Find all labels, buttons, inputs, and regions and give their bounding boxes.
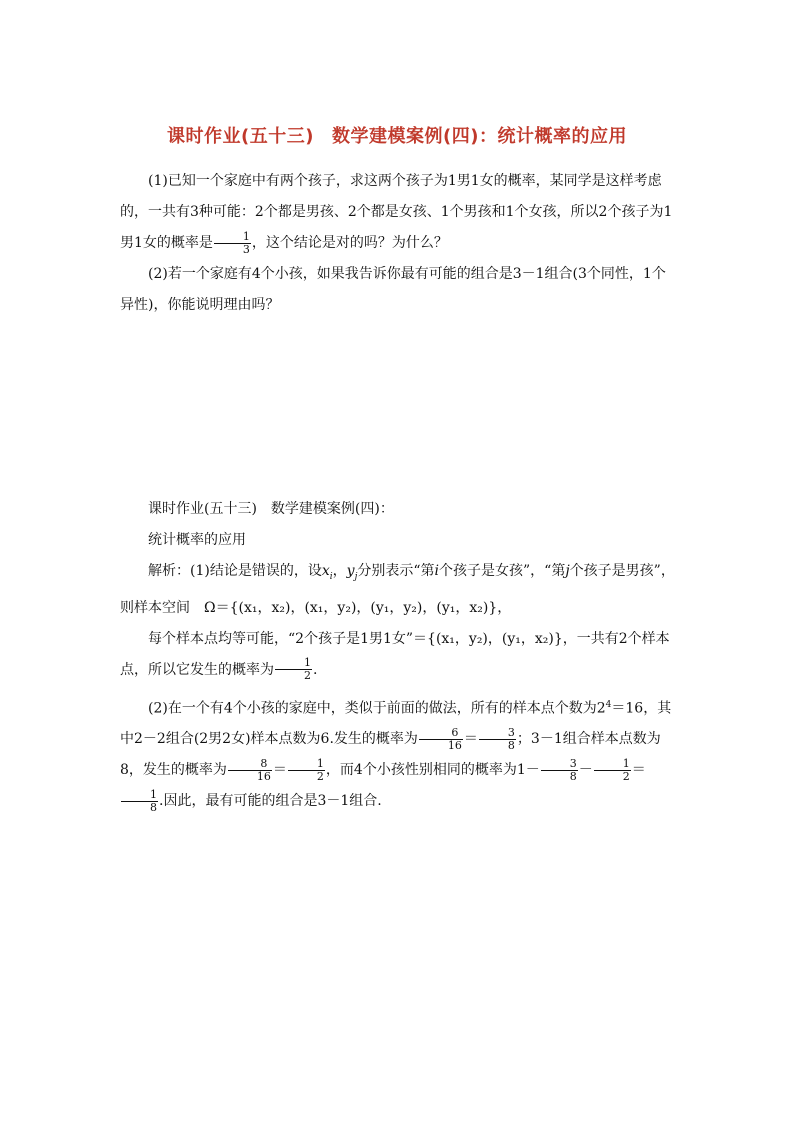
question-1: (1)已知一个家庭中有两个孩子，求这两个孩子为1男1女的概率，某同学是这样考虑的，一共有3种可能：2个都是男孩、2个都是女孩、1个男孩和1个女孩，所以2个孩子为1男1女的概率是 $\frac{1}{3}$ ，这个结论是对的吗？为什么？ [120, 173, 673, 256]
fraction-1-8: $\frac{1}{8}$ [121, 789, 158, 814]
fraction-3-8: $\frac{3}{8}$ [479, 727, 516, 752]
fraction-one-half: $\frac{1}{2}$ [275, 657, 312, 682]
answer-part1-continued: 每个样本点均等可能，“2个孩子是1男1女”＝{(x₁，y₂)，(y₁，x₂)}，一共有2个样本点，所以它发生的概率为 $\frac{1}{2}$ . [120, 630, 670, 683]
fraction-one-third: $\frac{1}{3}$ [214, 231, 251, 256]
answer-header-line1: 课时作业(五十三) 数学建模案例(四)： [148, 501, 394, 517]
answer-part1: 解析：(1)结论是错误的，设$x_i$，$y_j$分别表示“第i个孩子是女孩”，“第j个孩子是男孩”，则样本空间 Ω＝{(x₁，x₂)，(x₁，y₂)，(y₁，y₂)，(y₁，x₂)}， [120, 563, 675, 616]
fraction-6-16: $\frac{6}{16}$ [419, 727, 463, 752]
fraction-8-16: $\frac{8}{16}$ [228, 758, 272, 783]
question-2: (2)若一个家庭有4个小孩，如果我告诉你最有可能的组合是3－1组合(3个同性，1个异性)，你能说明理由吗？ [120, 266, 666, 313]
fraction-1-2b: $\frac{1}{2}$ [594, 758, 631, 783]
answer-block [120, 494, 676, 817]
title-part2: 数学建模案例(四)：统计概率的应用 [332, 126, 627, 147]
question-block [120, 166, 676, 321]
fraction-3-8b: $\frac{3}{8}$ [541, 758, 578, 783]
title-part1: 课时作业(五十三) [167, 126, 314, 147]
page-title [0, 122, 794, 148]
fraction-1-2: $\frac{1}{2}$ [288, 758, 325, 783]
answer-part2: (2)在一个有4个小孩的家庭中，类似于前面的做法，所有的样本点个数为$2^4=16$，其中2－2组合(2男2女)样本点数为6.发生的概率为 $\frac{6}{16}$ ＝ $\frac{3}{8}$ ；3－1组合样本点数为8，发生的概率为 $\frac{8}{16}$ ＝ $\frac{1}{2}$ ，而4个小孩性别相同的概率为1－ $\frac{3}{8}$ － $\frac{1}{2}$ ＝ $\frac{1}{8}$ .因此，最有可能的组合是3－1组合. [120, 699, 672, 814]
answer-header-line2: 统计概率的应用 [148, 532, 246, 548]
sample-space: Ω＝{(x₁，x₂)，(x₁，y₂)，(y₁，y₂)，(y₁，x₂)}， [204, 599, 512, 616]
